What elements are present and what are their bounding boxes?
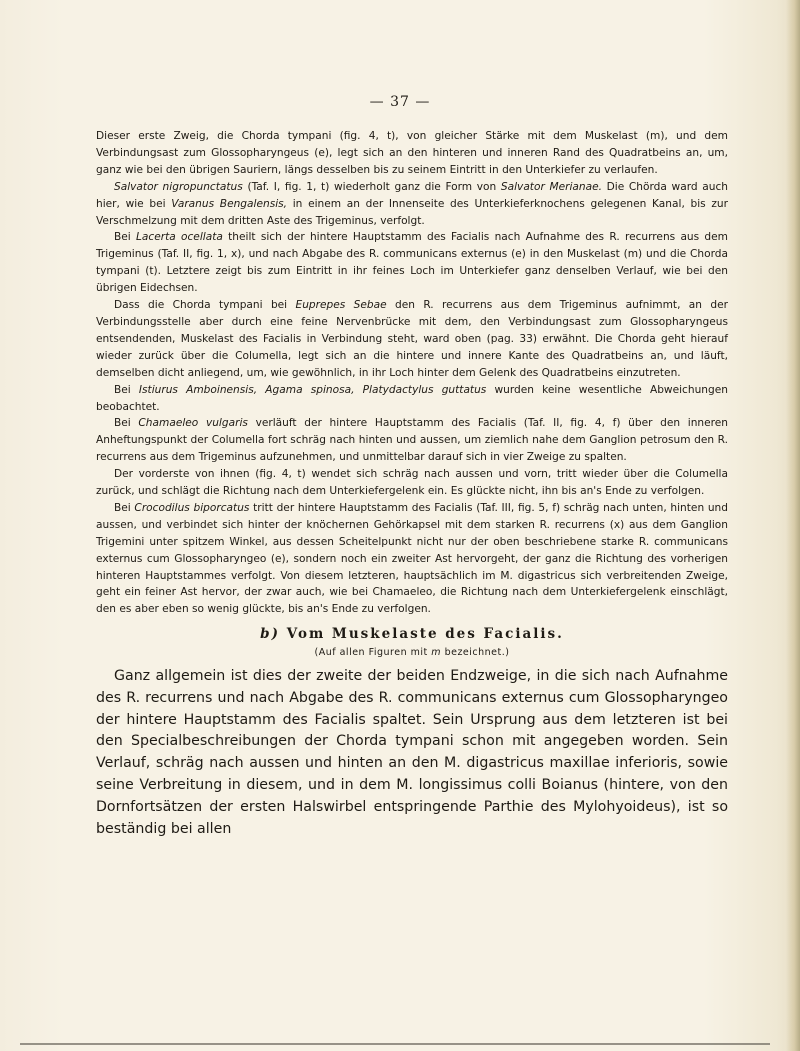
italic-run: Salvator nigropunctatus	[114, 180, 243, 193]
section-title: Vom Muskelaste des Facialis.	[286, 626, 564, 643]
paragraph	[96, 382, 728, 416]
text-run: Bei	[114, 231, 136, 244]
section-note-before: (Auf allen Figuren mit	[314, 647, 432, 659]
paragraph	[96, 128, 728, 179]
large-paragraph: Ganz allgemein ist dies der zweite der beiden Endzweige, in die sich nach Aufnahme des R. recurrens und nach Abgabe des R. communicans externus cum Glossopharyngeo der hintere Hauptstamm des Facialis spaltet. Sein Ursprung aus dem letzteren ist bei den Specialbeschreibungen der Chorda tympani schon mit angegeben worden. Sein Verlauf, schräg nach aussen und hinten an den M. digastricus maxillae inferioris, sowie seine Verbreitung in diesem, und in dem M. longissimus colli Boianus (hintere, von den Dornfortsätzen der ersten Halswirbel entspringende Parthie des Mylohyoideus), ist so beständig bei allen	[96, 668, 728, 837]
italic-run: Salvator Merianae.	[500, 180, 602, 193]
text-run: Der vorderste von ihnen (fig. 4, t) wendet sich schräg nach aussen und vorn, tritt wieder über die Columella zurück, und schlägt die Richtung nach dem Unterkiefergelenk ein. Es glückte nicht, ihn bis an's Ende zu verfolgen.	[96, 468, 728, 498]
italic-run: Istiurus Amboinensis, Agama spinosa, Platydactylus guttatus	[138, 383, 487, 396]
paragraph	[96, 297, 728, 382]
italic-run: Varanus Bengalensis,	[171, 197, 288, 210]
paragraph	[96, 466, 728, 500]
text-run: den R. recurrens aus dem Trigeminus aufnimmt, an der Verbindungsstelle aber durch eine feine Nervenbrücke mit dem, den Verbindungsast zum Glossopharyngeus entsendenden, Muskelast des Facialis in Verbindung steht, ward oben (pag. 33) erwähnt. Die Chorda geht hierauf wieder zurück über die Columella, legt sich an die hintere und innere Kante des Quadratbeins an, und läuft, demselben dicht anliegend, um, wie gewöhnlich, in ihr Loch hinter dem Gelenk des Quadratbeins einzutreten.	[96, 299, 728, 379]
text-run: in einem an der Innenseite des Unterkieferknochens gelegenen Kanal, bis zur Verschmelzung mit dem dritten Aste des Trigeminus, verfolgt.	[96, 197, 729, 227]
page-number: — 37 —	[369, 94, 431, 110]
text-run: Dieser erste Zweig, die Chorda tympani (fig. 4, t), von gleicher Stärke mit dem Muskelast (m), und dem Verbindungsast zum Glossopharyngeus (e), legt sich an den hinteren und inneren Rand des Quadratbeins an, um, ganz wie bei den übrigen Sauriern, längs desselben bis zu seinem Eintritt in den Unterkiefer zu verlaufen.	[96, 130, 728, 176]
text-run: verläuft der hintere Hauptstamm des Facialis (Taf. II, fig. 4, f) über den inneren Anheftungspunkt der Columella fort schräg nach hinten und aussen, um ziemlich nahe dem Ganglion petrosum den R. recurrens aus dem Trigeminus aufzunehmen, und unmittelbar darauf sich in vier Zweige zu spalten.	[96, 417, 728, 464]
bottom-rule	[20, 1043, 770, 1045]
paragraph-list	[96, 128, 728, 618]
text-run: Bei	[114, 383, 139, 396]
text-run: Bei	[114, 501, 135, 514]
text-run: Die Chörda ward auch hier, wie bei	[96, 180, 728, 210]
paragraph	[96, 415, 728, 466]
body-text	[96, 128, 728, 840]
text-run: (Taf. I, fig. 1, t) wiederholt ganz die Form von	[242, 180, 501, 193]
text-run: wurden keine wesentliche Abweichungen beobachtet.	[96, 383, 728, 413]
section-heading	[96, 626, 728, 643]
paragraph	[96, 500, 728, 618]
italic-run: Euprepes Sebae	[295, 299, 387, 312]
text-run: Bei	[114, 417, 139, 430]
italic-run: Crocodilus biporcatus	[134, 501, 250, 514]
text-run: tritt der hintere Hauptstamm des Facialis (Taf. III, fig. 5, f) schräg nach unten, hinten und aussen, und verbindet sich hinter der knöchernen Gehörkapsel mit dem starken R. recurrens (x) aus dem Ganglion Trigemini unter spitzem Winkel, aus dessen Scheitelpunkt nicht nur der oben beschriebene starke R. communicans externus cum Glossopharyngeo (e), sondern noch ein zweiter Ast hervorgeht, der ganz die Richtung des vorherigen hinteren Hauptstammes verfolgt. Von diesem letzteren, hauptsächlich im M. digastricus sich verbreitenden Zweige, geht ein feiner Ast hervor, der zwar auch, wie bei Chamaeleo, die Richtung nach dem Unterkiefergelenk einschlägt, den es aber eben so wenig glückte, bis an's Ende zu verfolgen.	[96, 501, 728, 616]
text-run: theilt sich der hintere Hauptstamm des Facialis nach Aufnahme des R. recurrens aus dem Trigeminus (Taf. II, fig. 1, x), und nach Abgabe des R. communicans externus (e) in den Muskelast (m) und die Chorda tympani (t). Letztere zeigt bis zum Eintritt in ihr feines Loch im Unterkiefer ganz denselben Verlauf, wie bei den übrigen Eidechsen.	[96, 231, 728, 295]
page-edge-shadow	[786, 0, 800, 1051]
paragraph	[96, 179, 728, 230]
section-note-after: bezeichnet.)	[441, 647, 510, 659]
text-run: Dass die Chorda tympani bei	[114, 299, 296, 312]
section-note	[96, 645, 728, 662]
italic-run: Chamaeleo vulgaris	[138, 417, 248, 430]
paragraph	[96, 229, 728, 297]
section-letter: b)	[260, 626, 280, 643]
italic-run: Lacerta ocellata	[136, 231, 223, 244]
section-note-italic: m	[431, 647, 442, 659]
